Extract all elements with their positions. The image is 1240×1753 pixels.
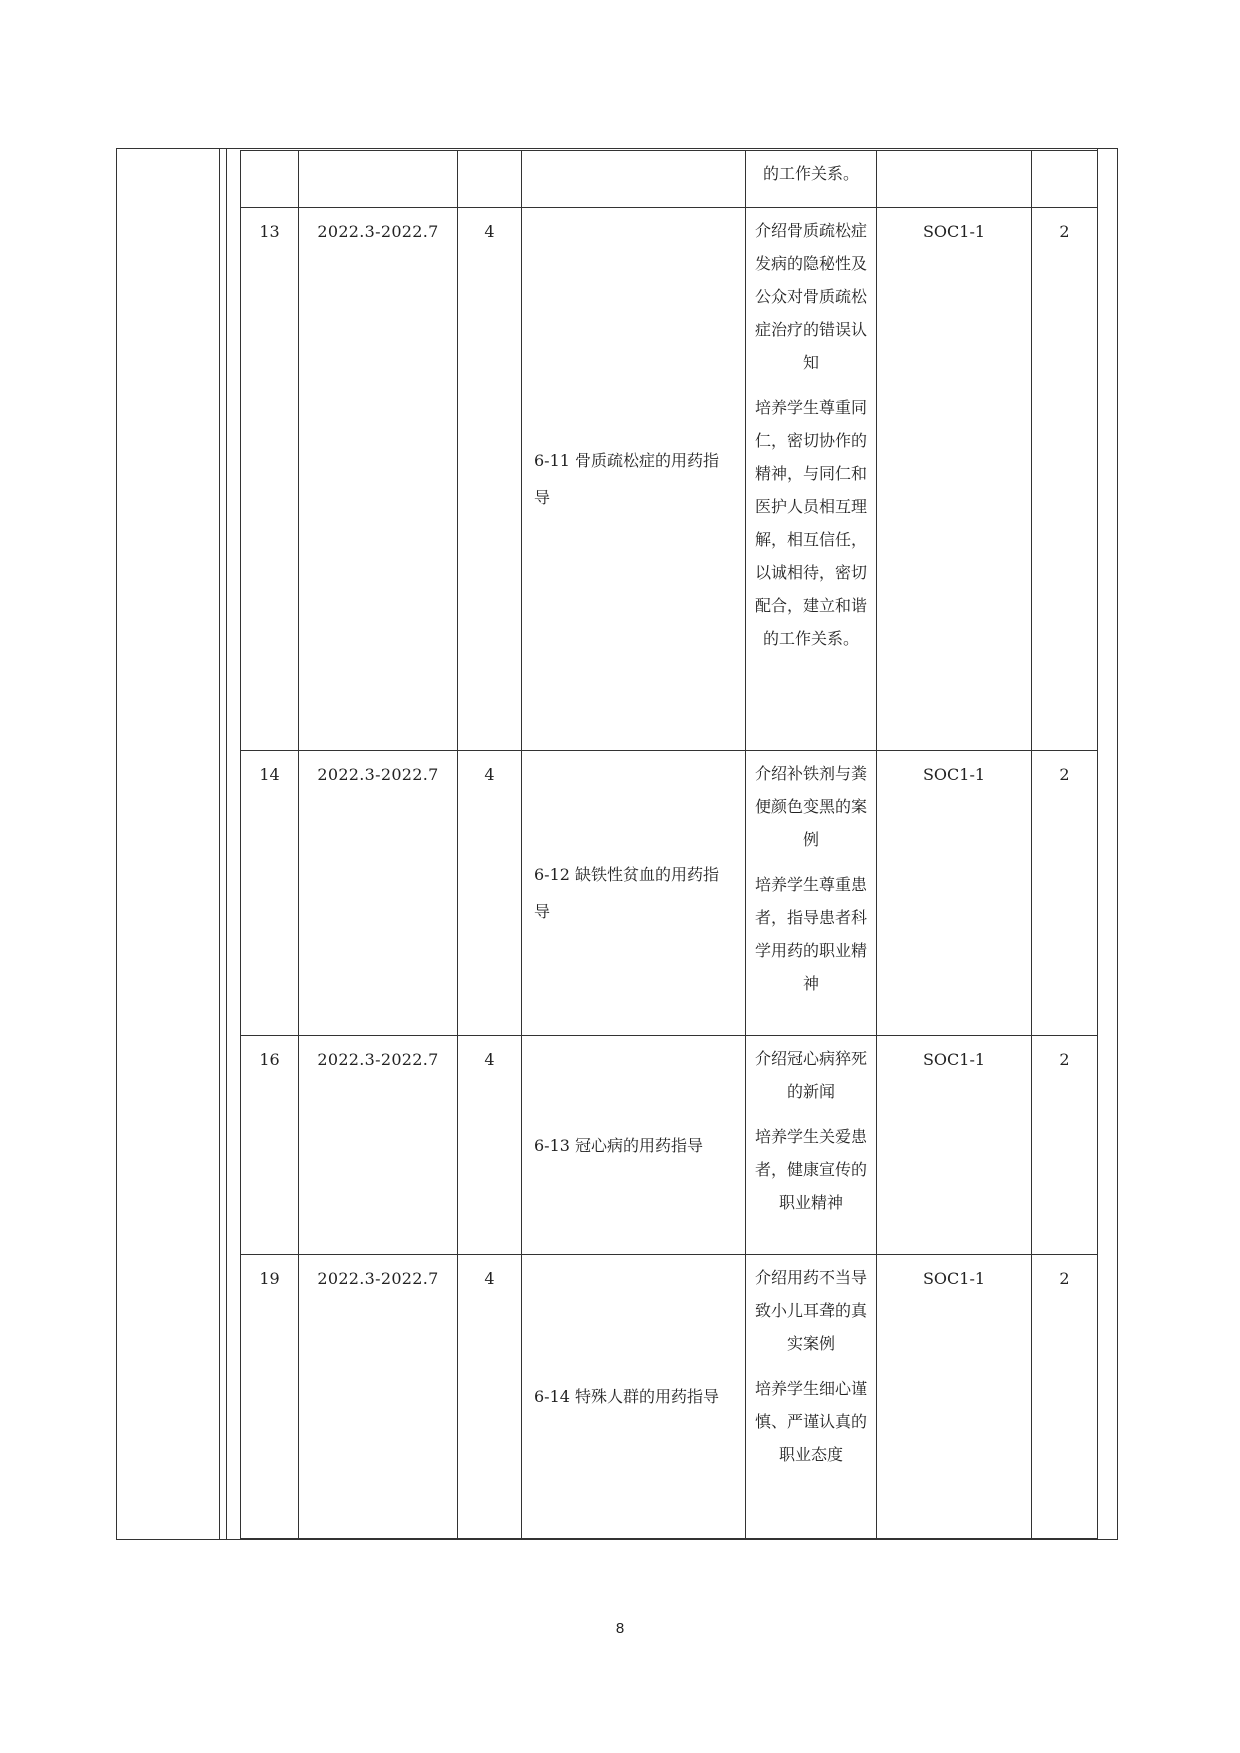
week-cell: 14 — [241, 751, 299, 1036]
table-cell — [1032, 151, 1098, 208]
outer-column-divider — [226, 148, 227, 1540]
topic-cell: 6-13 冠心病的用药指导 — [522, 1036, 746, 1255]
periods-cell: 4 — [458, 751, 522, 1036]
hours-cell: 2 — [1032, 1036, 1098, 1255]
table-row — [241, 1036, 1098, 1255]
table-cell — [299, 151, 458, 208]
table-row-continuation — [241, 151, 1098, 208]
hours-cell: 2 — [1032, 751, 1098, 1036]
table-row — [241, 208, 1098, 751]
case-text: 介绍冠心病猝死的新闻 — [754, 1049, 867, 1101]
hours-cell: 2 — [1032, 1255, 1098, 1539]
case-text: 介绍补铁剂与粪便颜色变黑的案例 — [754, 764, 867, 849]
date-range-cell: 2022.3-2022.7 — [299, 751, 458, 1036]
table-row — [241, 1255, 1098, 1539]
date-range-cell: 2022.3-2022.7 — [299, 1036, 458, 1255]
week-cell: 19 — [241, 1255, 299, 1539]
course-schedule-table — [240, 150, 1098, 1539]
description-cell — [746, 208, 877, 751]
soc-cell: SOC1-1 — [877, 1255, 1032, 1539]
week-cell: 16 — [241, 1036, 299, 1255]
goal-text: 培养学生尊重同仁，密切协作的精神，与同仁和医护人员相互理解，相互信任，以诚相待，密切配合，建立和谐的工作关系。 — [754, 398, 867, 648]
topic-cell: 6-14 特殊人群的用药指导 — [522, 1255, 746, 1539]
topic-cell: 6-12 缺铁性贫血的用药指导 — [522, 751, 746, 1036]
page-number: 8 — [615, 1620, 625, 1637]
case-text: 介绍骨质疏松症发病的隐秘性及公众对骨质疏松症治疗的错误认知 — [754, 221, 867, 372]
soc-cell: SOC1-1 — [877, 751, 1032, 1036]
case-text: 介绍用药不当导致小儿耳聋的真实案例 — [754, 1268, 867, 1353]
description-cell — [746, 1255, 877, 1539]
periods-cell: 4 — [458, 1255, 522, 1539]
goal-text: 培养学生细心谨慎、严谨认真的职业态度 — [754, 1379, 867, 1464]
outer-column-divider — [219, 148, 220, 1540]
periods-cell: 4 — [458, 208, 522, 751]
periods-cell: 4 — [458, 1036, 522, 1255]
week-cell: 13 — [241, 208, 299, 751]
hours-cell: 2 — [1032, 208, 1098, 751]
table-cell — [877, 151, 1032, 208]
description-text: 的工作关系。 — [762, 164, 859, 183]
description-cell — [746, 151, 877, 208]
topic-cell: 6-11 骨质疏松症的用药指导 — [522, 208, 746, 751]
soc-cell: SOC1-1 — [877, 208, 1032, 751]
goal-text: 培养学生尊重患者，指导患者科学用药的职业精神 — [754, 875, 867, 993]
description-cell — [746, 1036, 877, 1255]
description-cell — [746, 751, 877, 1036]
goal-text: 培养学生关爱患者，健康宣传的职业精神 — [754, 1127, 867, 1212]
table-cell — [241, 151, 299, 208]
table-cell — [458, 151, 522, 208]
date-range-cell: 2022.3-2022.7 — [299, 1255, 458, 1539]
soc-cell: SOC1-1 — [877, 1036, 1032, 1255]
table-cell — [522, 151, 746, 208]
date-range-cell: 2022.3-2022.7 — [299, 208, 458, 751]
table-row — [241, 751, 1098, 1036]
